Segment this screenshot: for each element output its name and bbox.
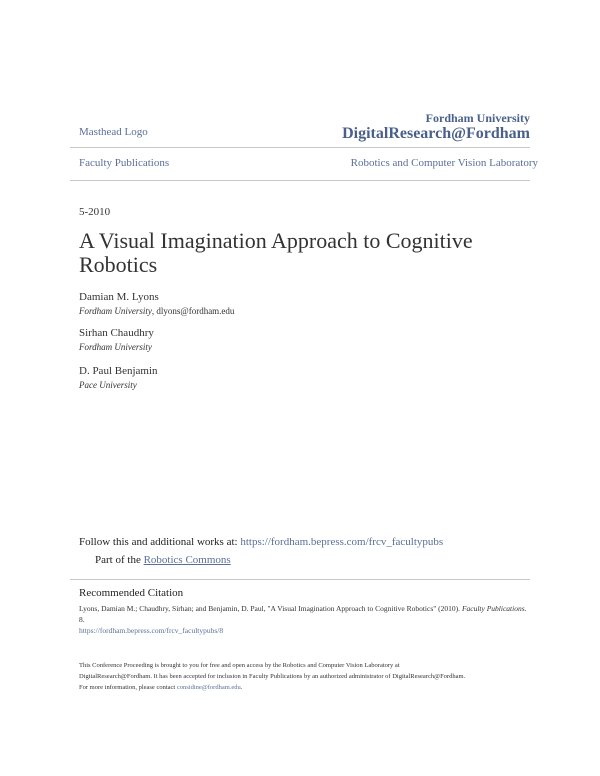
author-affiliation: Pace University [79,380,137,390]
affiliation-text: Fordham University [79,306,152,316]
divider [70,579,530,580]
part-of-prefix: Part of the [95,554,144,566]
footer-line: DigitalResearch@Fordham. It has been accepted for inclusion in Faculty Publications by an authorized administrator of DigitalResearch@Fordham. [79,673,466,680]
divider [70,147,530,148]
follow-text [79,536,443,548]
publication-date: 5-2010 [79,206,111,218]
citation-text [79,603,529,636]
footer-line: For more information, please contact [79,684,177,691]
robotics-commons-link[interactable]: Robotics Commons [143,554,231,566]
author-affiliation: Fordham University [79,342,152,352]
follow-prefix: Follow this and additional works at: [79,536,241,548]
faculty-publications-link[interactable]: Faculty Publications [79,157,170,169]
divider [70,180,530,181]
author-name: D. Paul Benjamin [79,365,158,377]
footer-line: This Conference Proceeding is brought to you for free and open access by the Robotics and Computer Vision Laboratory at [79,662,400,669]
footer-line-end: . [240,684,243,691]
author-affiliation [79,306,234,316]
author-name: Sirhan Chaudhry [79,327,154,339]
author-name: Damian M. Lyons [79,291,159,303]
citation-suffix: . 8. [79,604,527,624]
university-name: Fordham University [425,111,530,125]
contact-email-link[interactable]: considine@fordham.edu [176,684,241,691]
university-header[interactable] [342,111,530,143]
lab-link[interactable]: Robotics and Computer Vision Laboratory [350,157,538,169]
author-email: , dlyons@fordham.edu [151,306,235,316]
citation-body: Lyons, Damian M.; Chaudhry, Sirhan; and Benjamin, D. Paul, "A Visual Imagination Approach to Cognitive Robotics" (2010). [79,604,462,613]
citation-url-link[interactable]: https://fordham.bepress.com/frcv_facultypubs/8 [79,626,224,635]
masthead-logo[interactable]: Masthead Logo [79,126,148,138]
footer-notice [79,660,539,693]
collection-url-link[interactable]: https://fordham.bepress.com/frcv_facultypubs [240,536,444,548]
paper-title: A Visual Imagination Approach to Cognitive Robotics [79,228,473,277]
part-of-text [95,554,231,566]
citation-venue: Faculty Publications [461,604,525,613]
repository-name: DigitalResearch@Fordham [342,125,530,142]
recommended-citation-heading: Recommended Citation [79,587,184,599]
